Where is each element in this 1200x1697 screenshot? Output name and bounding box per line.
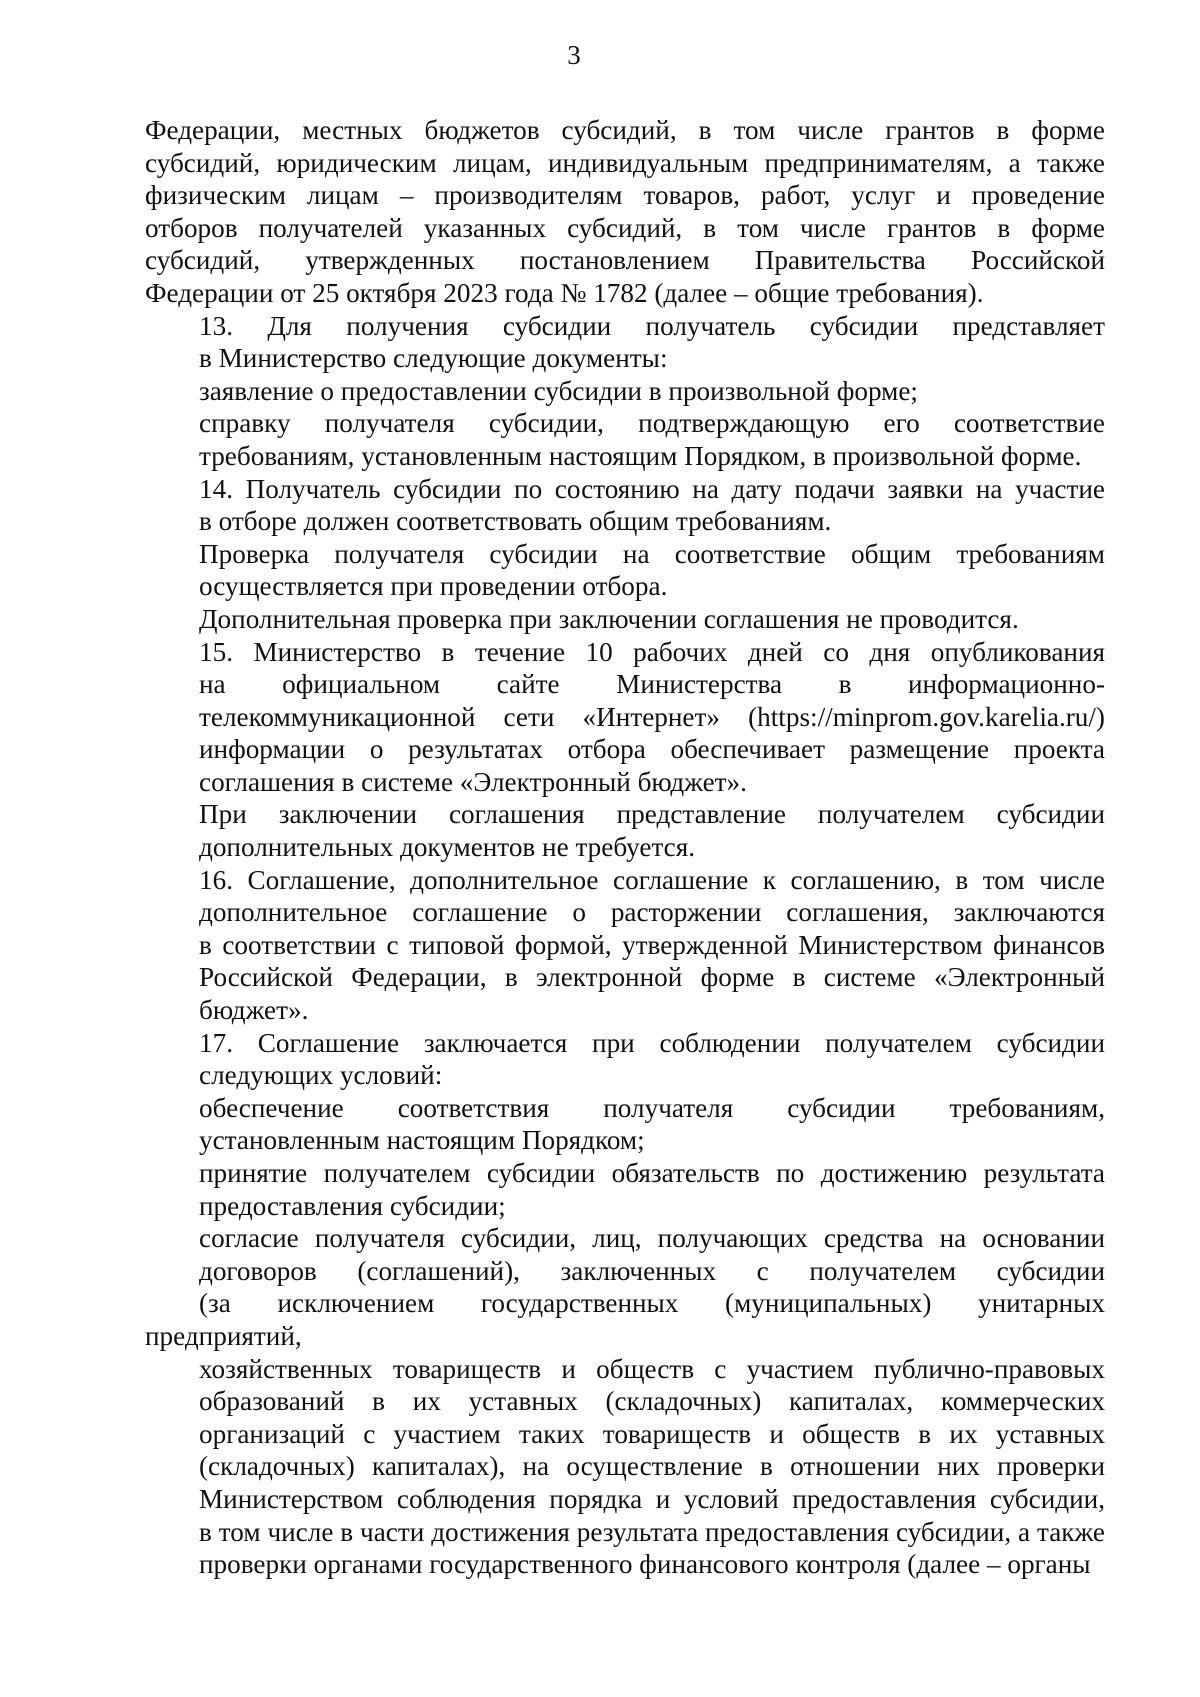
text-line: 13. Для получения субсидии получатель субсидии представляет bbox=[199, 310, 1105, 341]
paragraph bbox=[145, 636, 1105, 799]
text-line: обеспечение соответствия получателя субсидии требованиям, bbox=[199, 1092, 1105, 1123]
text-line: физическим лицам – производителям товаров, работ, услуг и проведение bbox=[145, 180, 1105, 211]
text-line: хозяйственных товариществ и обществ с участием публично-правовых bbox=[199, 1353, 1105, 1384]
text-line: согласие получателя субсидии, лиц, получающих средства на основании bbox=[199, 1223, 1105, 1254]
paragraph bbox=[145, 407, 1105, 472]
text-line: соглашения в системе «Электронный бюджет». bbox=[199, 766, 747, 797]
text-line: в том числе в части достижения результата предоставления субсидии, а также bbox=[199, 1516, 1105, 1547]
paragraph bbox=[145, 603, 1105, 636]
paragraph bbox=[145, 375, 1105, 408]
text-line: При заключении соглашения представление получателем субсидии bbox=[199, 799, 1105, 830]
text-line: Министерством соблюдения порядка и условий предоставления субсидии, bbox=[199, 1483, 1105, 1514]
text-line: в отборе должен соответствовать общим требованиям. bbox=[199, 506, 832, 537]
text-line: 17. Соглашение заключается при соблюдении получателем субсидии bbox=[199, 1027, 1105, 1058]
text-line: Проверка получателя субсидии на соответствие общим требованиям bbox=[199, 538, 1105, 569]
text-line: субсидий, юридическим лицам, индивидуальным предпринимателям, а также bbox=[145, 147, 1105, 178]
text-line: дополнительное соглашение о расторжении соглашения, заключаются bbox=[199, 897, 1105, 928]
text-line: 14. Получатель субсидии по состоянию на дату подачи заявки на участие bbox=[199, 473, 1105, 504]
paragraph bbox=[145, 1027, 1105, 1092]
text-line: 15. Министерство в течение 10 рабочих дней со дня опубликования bbox=[199, 636, 1105, 667]
text-line: на официальном сайте Министерства в информационно- bbox=[199, 669, 1105, 700]
text-line: заявление о предоставлении субсидии в произвольной форме; bbox=[199, 375, 918, 406]
paragraph bbox=[145, 864, 1105, 1027]
paragraph bbox=[145, 1157, 1105, 1222]
text-line: бюджет». bbox=[199, 995, 309, 1026]
text-line: (за исключением государственных (муниципальных) унитарных предприятий, bbox=[145, 1288, 1105, 1351]
text-line: проверки органами государственного финансового контроля (далее – органы bbox=[199, 1549, 1091, 1580]
text-line: образований в их уставных (складочных) капиталах, коммерческих bbox=[199, 1386, 1105, 1417]
paragraph bbox=[145, 798, 1105, 863]
text-line: дополнительных документов не требуется. bbox=[199, 832, 696, 863]
text-line: договоров (соглашений), заключенных с получателем субсидии bbox=[199, 1255, 1105, 1286]
text-line: отборов получателей указанных субсидий, в том числе грантов в форме bbox=[145, 212, 1105, 243]
text-line: осуществляется при проведении отбора. bbox=[199, 571, 668, 602]
paragraph bbox=[145, 1222, 1105, 1581]
text-line: телекоммуникационной сети «Интернет» (https://minprom.gov.karelia.ru/) bbox=[199, 701, 1105, 732]
text-line: требованиям, установленным настоящим Порядком, в произвольной форме. bbox=[199, 440, 1082, 471]
text-line: следующих условий: bbox=[199, 1060, 443, 1091]
text-line: Федерации от 25 октября 2023 года № 1782 (далее – общие требования). bbox=[145, 277, 984, 308]
paragraph bbox=[145, 538, 1105, 603]
paragraph bbox=[145, 114, 1105, 310]
text-line: Российской Федерации, в электронной форме в системе «Электронный bbox=[199, 962, 1105, 993]
text-line: в соответствии с типовой формой, утвержденной Министерством финансов bbox=[199, 929, 1105, 960]
text-line: 16. Соглашение, дополнительное соглашение к соглашению, в том числе bbox=[199, 864, 1105, 895]
text-line: Дополнительная проверка при заключении соглашения не проводится. bbox=[199, 603, 1019, 634]
text-line: принятие получателем субсидии обязательств по достижению результата bbox=[199, 1158, 1105, 1188]
paragraph bbox=[145, 1092, 1105, 1157]
text-line: справку получателя субсидии, подтверждающую его соответствие bbox=[199, 408, 1105, 439]
page-number: 3 bbox=[567, 40, 581, 70]
text-line: информации о результатах отбора обеспечивает размещение проекта bbox=[199, 734, 1105, 765]
text-line: (складочных) капиталах), на осуществление в отношении них проверки bbox=[199, 1451, 1105, 1482]
text-line: установленным настоящим Порядком; bbox=[199, 1125, 645, 1156]
document-body bbox=[145, 114, 1105, 1581]
text-line: субсидий, утвержденных постановлением Правительства Российской bbox=[145, 245, 1105, 276]
text-line: предоставления субсидии; bbox=[199, 1190, 506, 1221]
text-line: в Министерство следующие документы: bbox=[199, 343, 668, 374]
text-line: Федерации, местных бюджетов субсидий, в том числе грантов в форме bbox=[145, 115, 1105, 145]
paragraph bbox=[145, 473, 1105, 538]
text-line: организаций с участием таких товариществ и обществ в их уставных bbox=[199, 1418, 1105, 1449]
paragraph bbox=[145, 310, 1105, 375]
